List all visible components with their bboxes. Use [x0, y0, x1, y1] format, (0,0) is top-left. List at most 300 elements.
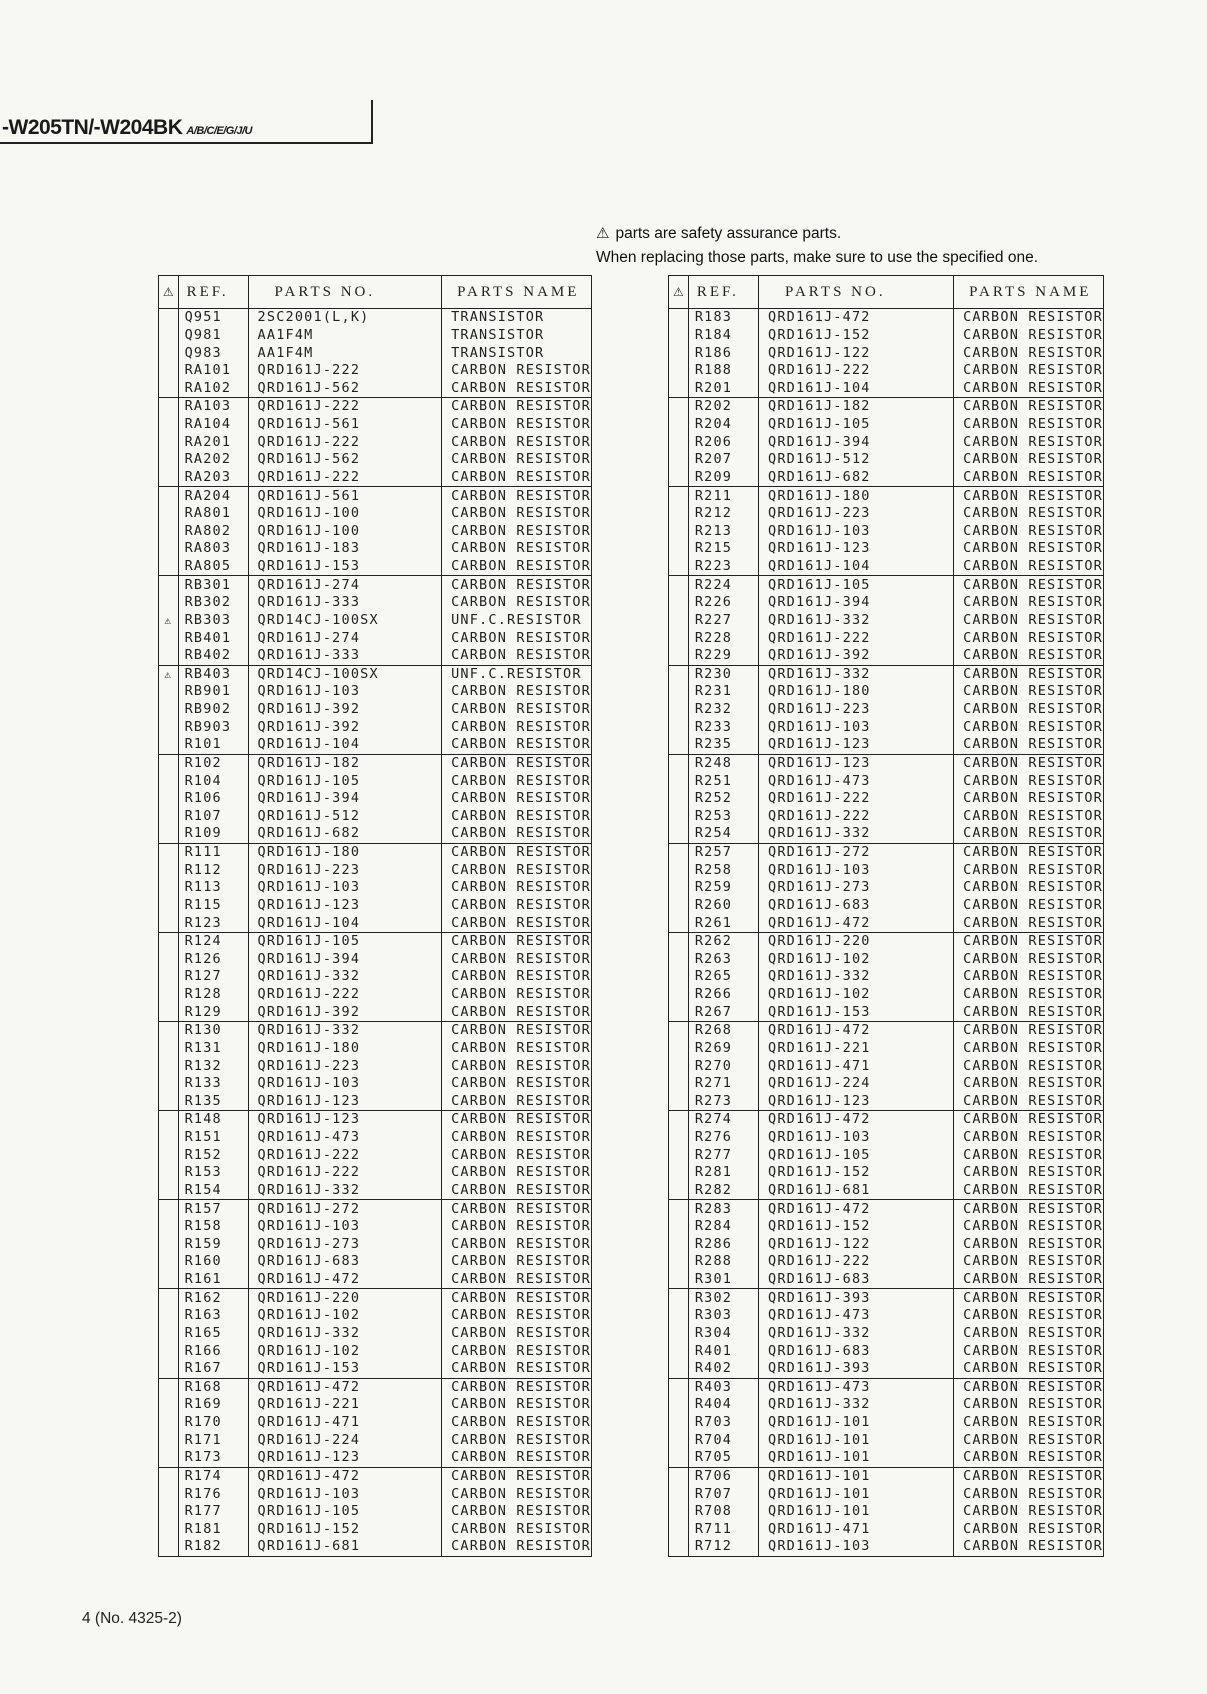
- ref-cell: R173: [178, 1449, 248, 1467]
- ref-cell: R160: [178, 1253, 248, 1271]
- ref-cell: R257: [688, 843, 758, 861]
- ref-cell: R169: [178, 1396, 248, 1414]
- table-row: [159, 523, 592, 541]
- parts-no-cell: QRD161J-183: [248, 540, 442, 558]
- parts-name-cell: CARBON RESISTOR: [954, 951, 1104, 969]
- parts-no-cell: QRD161J-392: [248, 718, 442, 736]
- parts-name-cell: CARBON RESISTOR: [954, 790, 1104, 808]
- ref-cell: R151: [178, 1129, 248, 1147]
- ref-cell: R229: [688, 647, 758, 665]
- parts-name-cell: CARBON RESISTOR: [954, 754, 1104, 772]
- parts-no-cell: QRD161J-101: [759, 1449, 954, 1467]
- table-row: [159, 398, 592, 416]
- parts-no-cell: QRD161J-180: [759, 683, 954, 701]
- parts-name-cell: CARBON RESISTOR: [442, 968, 592, 986]
- parts-name-cell: CARBON RESISTOR: [954, 897, 1104, 915]
- safety-mark-icon: [669, 1431, 689, 1449]
- ref-cell: R207: [688, 451, 758, 469]
- parts-name-cell: CARBON RESISTOR: [954, 1271, 1104, 1289]
- ref-cell: R126: [178, 951, 248, 969]
- ref-cell: RB901: [178, 683, 248, 701]
- parts-name-cell: CARBON RESISTOR: [954, 576, 1104, 594]
- parts-name-cell: CARBON RESISTOR: [954, 1307, 1104, 1325]
- parts-no-cell: QRD161J-152: [759, 1164, 954, 1182]
- parts-no-cell: QRD161J-105: [759, 416, 954, 434]
- parts-name-cell: CARBON RESISTOR: [442, 380, 592, 398]
- parts-name-cell: CARBON RESISTOR: [442, 1289, 592, 1307]
- ref-cell: R174: [178, 1467, 248, 1485]
- parts-name-cell: CARBON RESISTOR: [442, 540, 592, 558]
- parts-no-cell: QRD161J-222: [248, 1146, 442, 1164]
- safety-mark-icon: [159, 1360, 179, 1378]
- parts-name-cell: UNF.C.RESISTOR: [442, 665, 592, 683]
- column-header-parts-no: PARTS NO.: [759, 276, 954, 309]
- table-row: [669, 1164, 1104, 1182]
- table-row: [159, 309, 592, 327]
- safety-mark-icon: [669, 1325, 689, 1343]
- table-row: [669, 1414, 1104, 1432]
- safety-mark-icon: [159, 327, 179, 345]
- table-row: [669, 344, 1104, 362]
- table-row: [159, 986, 592, 1004]
- ref-cell: R284: [688, 1218, 758, 1236]
- ref-cell: R705: [688, 1449, 758, 1467]
- parts-no-cell: QRD161J-682: [248, 825, 442, 843]
- parts-name-cell: CARBON RESISTOR: [954, 736, 1104, 754]
- parts-name-cell: CARBON RESISTOR: [954, 1022, 1104, 1040]
- safety-mark-icon: [159, 1307, 179, 1325]
- table-row: [159, 701, 592, 719]
- parts-name-cell: CARBON RESISTOR: [442, 914, 592, 932]
- parts-no-cell: QRD161J-681: [248, 1538, 442, 1556]
- parts-no-cell: QRD161J-472: [248, 1467, 442, 1485]
- parts-name-cell: CARBON RESISTOR: [954, 986, 1104, 1004]
- parts-no-cell: QRD161J-103: [759, 523, 954, 541]
- parts-no-cell: QRD161J-473: [759, 1307, 954, 1325]
- safety-mark-icon: [669, 825, 689, 843]
- table-row: [159, 754, 592, 772]
- safety-mark-icon: [159, 986, 179, 1004]
- ref-cell: R711: [688, 1521, 758, 1539]
- safety-notice: [596, 222, 1038, 270]
- safety-mark-icon: [159, 754, 179, 772]
- parts-no-cell: QRD161J-683: [248, 1253, 442, 1271]
- parts-name-cell: CARBON RESISTOR: [442, 558, 592, 576]
- ref-cell: R403: [688, 1378, 758, 1396]
- parts-name-cell: CARBON RESISTOR: [442, 932, 592, 950]
- safety-mark-icon: [669, 416, 689, 434]
- safety-mark-icon: [159, 576, 179, 594]
- parts-name-cell: CARBON RESISTOR: [442, 825, 592, 843]
- table-row: [669, 1360, 1104, 1378]
- ref-cell: R276: [688, 1129, 758, 1147]
- parts-name-cell: CARBON RESISTOR: [954, 1075, 1104, 1093]
- parts-no-cell: QRD161J-101: [759, 1503, 954, 1521]
- parts-no-cell: QRD161J-472: [248, 1271, 442, 1289]
- parts-no-cell: QRD161J-394: [759, 433, 954, 451]
- ref-cell: R182: [178, 1538, 248, 1556]
- parts-no-cell: QRD161J-683: [759, 1271, 954, 1289]
- table-row: [669, 1236, 1104, 1254]
- ref-cell: R703: [688, 1414, 758, 1432]
- ref-cell: R273: [688, 1093, 758, 1111]
- parts-no-cell: QRD161J-100: [248, 505, 442, 523]
- ref-cell: RA204: [178, 487, 248, 505]
- safety-mark-icon: [669, 1378, 689, 1396]
- safety-notice-text-1: parts are safety assurance parts.: [615, 225, 842, 242]
- table-row: [159, 540, 592, 558]
- safety-mark-icon: [669, 1200, 689, 1218]
- safety-mark-icon: [669, 1289, 689, 1307]
- ref-cell: R171: [178, 1431, 248, 1449]
- parts-no-cell: QRD161J-123: [759, 1093, 954, 1111]
- ref-cell: R112: [178, 861, 248, 879]
- parts-no-cell: QRD161J-394: [248, 790, 442, 808]
- table-row: [669, 594, 1104, 612]
- table-row: [159, 1146, 592, 1164]
- ref-cell: R154: [178, 1182, 248, 1200]
- ref-cell: R202: [688, 398, 758, 416]
- parts-name-cell: CARBON RESISTOR: [954, 451, 1104, 469]
- parts-no-cell: QRD161J-332: [248, 1182, 442, 1200]
- ref-cell: R226: [688, 594, 758, 612]
- parts-no-cell: QRD161J-103: [248, 683, 442, 701]
- column-header-ref: REF.: [178, 276, 248, 309]
- parts-name-cell: CARBON RESISTOR: [954, 612, 1104, 630]
- ref-cell: R286: [688, 1236, 758, 1254]
- ref-cell: R231: [688, 683, 758, 701]
- parts-name-cell: CARBON RESISTOR: [954, 1396, 1104, 1414]
- parts-no-cell: QRD161J-102: [759, 951, 954, 969]
- parts-name-cell: CARBON RESISTOR: [954, 1253, 1104, 1271]
- parts-name-cell: CARBON RESISTOR: [442, 1164, 592, 1182]
- table-row: [159, 736, 592, 754]
- parts-no-cell: QRD161J-333: [248, 594, 442, 612]
- parts-no-cell: AA1F4M: [248, 327, 442, 345]
- parts-no-cell: QRD161J-105: [248, 1503, 442, 1521]
- table-row: [669, 1342, 1104, 1360]
- safety-mark-icon: [669, 433, 689, 451]
- safety-mark-icon: [669, 362, 689, 380]
- safety-mark-icon: [669, 1414, 689, 1432]
- parts-no-cell: QRD161J-123: [248, 1449, 442, 1467]
- safety-mark-icon: [669, 718, 689, 736]
- table-row: [669, 1396, 1104, 1414]
- safety-mark-icon: [669, 1075, 689, 1093]
- table-row: [159, 1271, 592, 1289]
- ref-cell: R259: [688, 879, 758, 897]
- parts-no-cell: QRD161J-220: [759, 932, 954, 950]
- table-row: [669, 1485, 1104, 1503]
- safety-mark-icon: [159, 914, 179, 932]
- safety-mark-icon: [669, 932, 689, 950]
- parts-name-cell: CARBON RESISTOR: [954, 523, 1104, 541]
- safety-mark-icon: [669, 772, 689, 790]
- parts-no-cell: QRD161J-101: [759, 1467, 954, 1485]
- table-row: [159, 1538, 592, 1556]
- table-row: [159, 914, 592, 932]
- parts-no-cell: QRD161J-681: [759, 1182, 954, 1200]
- parts-no-cell: QRD161J-393: [759, 1289, 954, 1307]
- ref-cell: R181: [178, 1521, 248, 1539]
- table-row: [669, 968, 1104, 986]
- parts-name-cell: CARBON RESISTOR: [442, 1414, 592, 1432]
- table-row: [159, 1200, 592, 1218]
- parts-no-cell: QRD161J-223: [759, 505, 954, 523]
- safety-mark-icon: [669, 487, 689, 505]
- parts-name-cell: CARBON RESISTOR: [442, 754, 592, 772]
- ref-cell: R102: [178, 754, 248, 772]
- parts-table-left: [158, 275, 592, 1557]
- table-row: [669, 701, 1104, 719]
- safety-mark-icon: ⚠: [159, 665, 179, 683]
- parts-name-cell: CARBON RESISTOR: [954, 398, 1104, 416]
- safety-mark-icon: [669, 951, 689, 969]
- parts-name-cell: CARBON RESISTOR: [442, 1396, 592, 1414]
- ref-cell: RA805: [178, 558, 248, 576]
- table-row: [669, 362, 1104, 380]
- safety-mark-icon: [669, 665, 689, 683]
- parts-no-cell: QRD161J-222: [248, 362, 442, 380]
- parts-name-cell: CARBON RESISTOR: [442, 487, 592, 505]
- ref-cell: R106: [178, 790, 248, 808]
- ref-cell: R712: [688, 1538, 758, 1556]
- parts-no-cell: QRD161J-512: [248, 808, 442, 826]
- safety-mark-icon: [159, 897, 179, 915]
- ref-cell: R133: [178, 1075, 248, 1093]
- parts-name-cell: CARBON RESISTOR: [442, 1146, 592, 1164]
- table-row: [159, 416, 592, 434]
- parts-name-cell: CARBON RESISTOR: [954, 1200, 1104, 1218]
- parts-name-cell: CARBON RESISTOR: [442, 647, 592, 665]
- table-row: [159, 968, 592, 986]
- ref-cell: R183: [688, 309, 758, 327]
- safety-mark-icon: [669, 469, 689, 487]
- table-row: [159, 861, 592, 879]
- parts-name-cell: CARBON RESISTOR: [954, 932, 1104, 950]
- parts-name-cell: CARBON RESISTOR: [954, 1431, 1104, 1449]
- table-row: [159, 1485, 592, 1503]
- ref-cell: R213: [688, 523, 758, 541]
- table-row: [669, 612, 1104, 630]
- safety-mark-icon: [159, 1342, 179, 1360]
- model-number: -W205TN/-W204BK: [2, 116, 183, 139]
- ref-cell: R232: [688, 701, 758, 719]
- ref-cell: RB402: [178, 647, 248, 665]
- parts-no-cell: QRD161J-101: [759, 1431, 954, 1449]
- ref-cell: R304: [688, 1325, 758, 1343]
- ref-cell: R262: [688, 932, 758, 950]
- safety-mark-icon: [159, 772, 179, 790]
- ref-cell: R706: [688, 1467, 758, 1485]
- parts-no-cell: QRD161J-272: [759, 843, 954, 861]
- table-row: [159, 1164, 592, 1182]
- parts-name-cell: CARBON RESISTOR: [954, 1057, 1104, 1075]
- table-row: [159, 344, 592, 362]
- table-row: [669, 1467, 1104, 1485]
- table-row: [669, 843, 1104, 861]
- parts-no-cell: QRD161J-100: [248, 523, 442, 541]
- parts-no-cell: QRD161J-472: [248, 1378, 442, 1396]
- parts-no-cell: QRD161J-122: [759, 344, 954, 362]
- table-row: [159, 1057, 592, 1075]
- table-row: [159, 1253, 592, 1271]
- table-row: [159, 932, 592, 950]
- parts-name-cell: CARBON RESISTOR: [442, 1538, 592, 1556]
- parts-no-cell: QRD161J-274: [248, 629, 442, 647]
- safety-mark-icon: [669, 1485, 689, 1503]
- safety-mark-icon: [669, 736, 689, 754]
- parts-name-cell: CARBON RESISTOR: [954, 558, 1104, 576]
- parts-no-cell: QRD161J-274: [248, 576, 442, 594]
- parts-no-cell: QRD161J-392: [248, 701, 442, 719]
- parts-no-cell: QRD161J-332: [759, 1325, 954, 1343]
- parts-no-cell: QRD161J-153: [759, 1003, 954, 1021]
- safety-mark-icon: [669, 380, 689, 398]
- safety-mark-icon: [159, 1449, 179, 1467]
- parts-name-cell: CARBON RESISTOR: [442, 1307, 592, 1325]
- parts-name-cell: TRANSISTOR: [442, 309, 592, 327]
- table-row: [669, 808, 1104, 826]
- parts-name-cell: TRANSISTOR: [442, 327, 592, 345]
- table-row: [669, 1022, 1104, 1040]
- ref-cell: R123: [178, 914, 248, 932]
- table-row: [669, 540, 1104, 558]
- column-header-ref: REF.: [688, 276, 758, 309]
- parts-no-cell: QRD161J-392: [248, 1003, 442, 1021]
- safety-mark-icon: [159, 540, 179, 558]
- parts-name-cell: CARBON RESISTOR: [442, 469, 592, 487]
- table-row: [159, 951, 592, 969]
- parts-name-cell: CARBON RESISTOR: [954, 808, 1104, 826]
- safety-mark-icon: [159, 825, 179, 843]
- safety-mark-icon: [669, 1503, 689, 1521]
- safety-mark-icon: [159, 718, 179, 736]
- parts-name-cell: CARBON RESISTOR: [442, 1485, 592, 1503]
- parts-name-cell: CARBON RESISTOR: [442, 1057, 592, 1075]
- parts-no-cell: QRD161J-152: [759, 327, 954, 345]
- table-row: [669, 1307, 1104, 1325]
- model-suffix: A/B/C/E/G/J/U: [186, 125, 252, 137]
- table-header-row: [669, 276, 1104, 309]
- ref-cell: RB401: [178, 629, 248, 647]
- ref-cell: R707: [688, 1485, 758, 1503]
- ref-cell: R283: [688, 1200, 758, 1218]
- parts-name-cell: CARBON RESISTOR: [954, 914, 1104, 932]
- ref-cell: R201: [688, 380, 758, 398]
- table-row: [159, 1003, 592, 1021]
- parts-name-cell: CARBON RESISTOR: [442, 1431, 592, 1449]
- ref-cell: R130: [178, 1022, 248, 1040]
- ref-cell: R177: [178, 1503, 248, 1521]
- safety-mark-icon: [159, 683, 179, 701]
- table-row: [669, 1431, 1104, 1449]
- parts-no-cell: QRD161J-222: [759, 362, 954, 380]
- safety-mark-icon: [159, 1200, 179, 1218]
- safety-mark-icon: [159, 1253, 179, 1271]
- parts-no-cell: QRD161J-472: [759, 914, 954, 932]
- table-row: [669, 1075, 1104, 1093]
- safety-mark-icon: [669, 1236, 689, 1254]
- table-row: [669, 1253, 1104, 1271]
- parts-name-cell: CARBON RESISTOR: [954, 1538, 1104, 1556]
- table-row: [159, 647, 592, 665]
- parts-no-cell: QRD161J-471: [248, 1414, 442, 1432]
- ref-cell: R260: [688, 897, 758, 915]
- safety-mark-icon: [159, 1325, 179, 1343]
- parts-no-cell: QRD161J-123: [248, 1093, 442, 1111]
- parts-name-cell: CARBON RESISTOR: [954, 683, 1104, 701]
- table-row: [159, 1218, 592, 1236]
- ref-cell: R254: [688, 825, 758, 843]
- safety-mark-icon: [159, 1378, 179, 1396]
- ref-cell: R277: [688, 1146, 758, 1164]
- safety-mark-icon: [159, 629, 179, 647]
- table-row: [159, 1075, 592, 1093]
- parts-no-cell: QRD161J-102: [759, 986, 954, 1004]
- ref-cell: RA101: [178, 362, 248, 380]
- ref-cell: R148: [178, 1111, 248, 1129]
- parts-name-cell: CARBON RESISTOR: [954, 1521, 1104, 1539]
- column-header-parts-no: PARTS NO.: [248, 276, 442, 309]
- parts-name-cell: CARBON RESISTOR: [954, 344, 1104, 362]
- safety-mark-icon: [159, 951, 179, 969]
- ref-cell: R162: [178, 1289, 248, 1307]
- parts-no-cell: QRD161J-220: [248, 1289, 442, 1307]
- table-row: [669, 505, 1104, 523]
- ref-cell: R204: [688, 416, 758, 434]
- safety-mark-icon: [159, 968, 179, 986]
- safety-mark-icon: [159, 879, 179, 897]
- parts-no-cell: QRD161J-104: [759, 558, 954, 576]
- safety-mark-icon: [669, 398, 689, 416]
- parts-name-cell: CARBON RESISTOR: [954, 1503, 1104, 1521]
- ref-cell: R131: [178, 1040, 248, 1058]
- safety-mark-icon: [669, 1360, 689, 1378]
- parts-name-cell: CARBON RESISTOR: [954, 647, 1104, 665]
- table-row: [669, 327, 1104, 345]
- safety-notice-line-1: [596, 222, 1038, 246]
- parts-no-cell: QRD161J-221: [759, 1040, 954, 1058]
- ref-cell: R288: [688, 1253, 758, 1271]
- table-row: [669, 1378, 1104, 1396]
- parts-name-cell: CARBON RESISTOR: [954, 1360, 1104, 1378]
- parts-name-cell: CARBON RESISTOR: [954, 1111, 1104, 1129]
- safety-mark-icon: [159, 433, 179, 451]
- safety-mark-icon: [159, 451, 179, 469]
- parts-name-cell: CARBON RESISTOR: [954, 629, 1104, 647]
- safety-mark-icon: [669, 879, 689, 897]
- parts-no-cell: 2SC2001(L,K): [248, 309, 442, 327]
- safety-mark-icon: [669, 790, 689, 808]
- parts-name-cell: CARBON RESISTOR: [442, 1022, 592, 1040]
- safety-mark-icon: [159, 1093, 179, 1111]
- ref-cell: R269: [688, 1040, 758, 1058]
- ref-cell: R704: [688, 1431, 758, 1449]
- ref-cell: R228: [688, 629, 758, 647]
- parts-name-cell: CARBON RESISTOR: [442, 1218, 592, 1236]
- safety-mark-icon: [669, 612, 689, 630]
- parts-name-cell: CARBON RESISTOR: [954, 1182, 1104, 1200]
- parts-no-cell: QRD161J-222: [248, 433, 442, 451]
- parts-name-cell: CARBON RESISTOR: [442, 416, 592, 434]
- ref-cell: R270: [688, 1057, 758, 1075]
- table-row: [669, 523, 1104, 541]
- parts-no-cell: QRD161J-123: [248, 897, 442, 915]
- safety-mark-icon: [159, 932, 179, 950]
- table-row: [159, 1129, 592, 1147]
- parts-name-cell: CARBON RESISTOR: [442, 576, 592, 594]
